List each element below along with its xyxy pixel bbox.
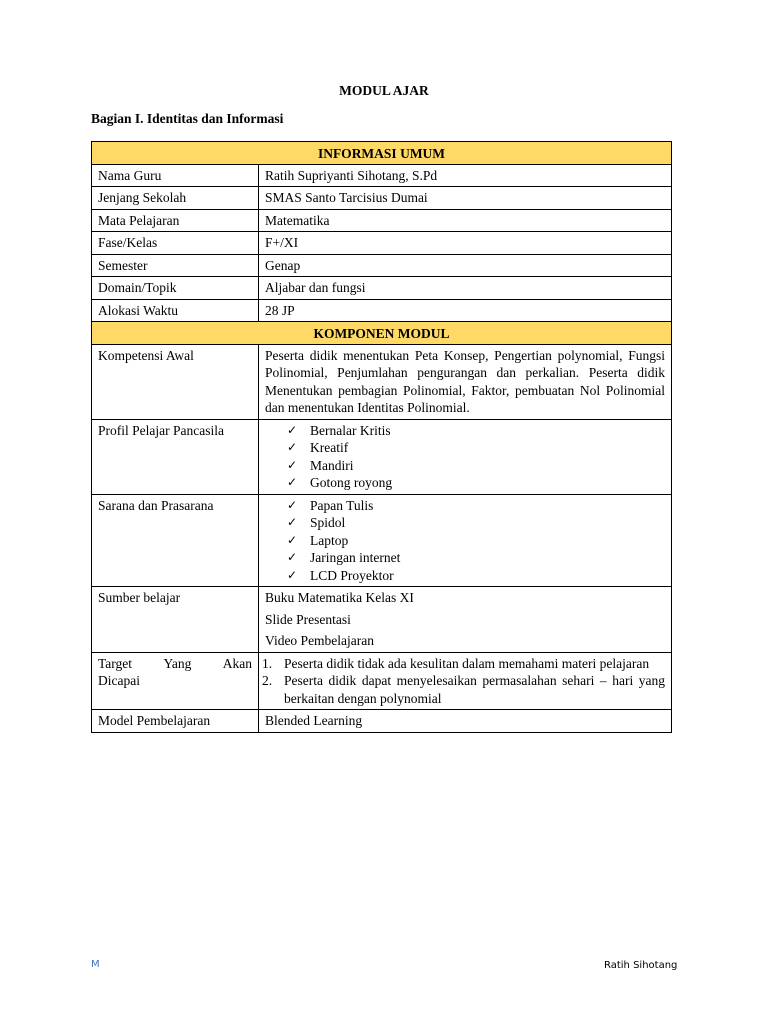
list-item [287, 422, 665, 440]
list-item-text: Jaringan internet [310, 550, 401, 565]
target-label-word: Target [98, 655, 133, 671]
checkmark-icon: ✓ [287, 567, 298, 582]
row-value: Matematika [259, 209, 672, 232]
list-item [287, 514, 665, 532]
header-komponen-modul-row [92, 322, 672, 345]
header-informasi-umum-row [92, 142, 672, 165]
target-list-cell [259, 652, 672, 710]
list-item [287, 532, 665, 550]
list-item [262, 655, 665, 673]
list-item [287, 549, 665, 567]
footer-author: Ratih Sihotang [604, 960, 678, 971]
list-item [287, 439, 665, 457]
sumber-list-cell [259, 587, 672, 653]
table-row [92, 209, 672, 232]
row-label: Profil Pelajar Pancasila [92, 419, 259, 494]
row-label: Alokasi Waktu [92, 299, 259, 322]
row-value: Blended Learning [259, 710, 672, 733]
row-sarana-prasarana [92, 494, 672, 587]
header-informasi-umum: INFORMASI UMUM [92, 142, 672, 165]
row-profil-pelajar [92, 419, 672, 494]
kompetensi-awal-text: Peserta didik menentukan Peta Konsep, Pengertian polynomial, Fungsi Polinomial, Penjumlahan pengurangan dan perkalian. Peserta didik Menentukan pembagian Polinomial, Faktor, pembuatan Nol Polinomial dan menentukan Identitas Polinomial. [259, 344, 672, 419]
table-row [92, 299, 672, 322]
header-komponen-modul: KOMPONEN MODUL [92, 322, 672, 345]
list-item [287, 457, 665, 475]
checkmark-icon: ✓ [287, 515, 298, 529]
row-target [92, 652, 672, 710]
document-title: MODUL AJAR [339, 83, 429, 98]
table-row [92, 277, 672, 300]
list-item-text: Peserta didik dapat menyelesaikan permasalahan sehari – hari yang berkaitan dengan polynomial [284, 673, 665, 706]
table-row [92, 254, 672, 277]
profil-list [265, 422, 665, 492]
list-item-text: Spidol [310, 515, 346, 530]
list-item-text: Papan Tulis [310, 497, 374, 513]
row-label: Sumber belajar [92, 587, 259, 653]
row-value: Ratih Supriyanti Sihotang, S.Pd [259, 164, 672, 187]
row-label: Domain/Topik [92, 277, 259, 300]
checkmark-icon: ✓ [287, 475, 298, 489]
row-label: Mata Pelajaran [92, 209, 259, 232]
list-item: Buku Matematika Kelas XI [265, 590, 414, 605]
row-label: Nama Guru [92, 164, 259, 187]
list-item [287, 567, 665, 585]
list-item: Video Pembelajaran [265, 633, 375, 648]
row-label: Semester [92, 254, 259, 277]
row-value: F+/XI [259, 232, 672, 255]
list-item: Slide Presentasi [265, 611, 351, 627]
list-item [287, 497, 665, 515]
checkmark-icon: ✓ [287, 532, 298, 547]
target-label-word: Dicapai [98, 673, 140, 688]
row-sumber-belajar [92, 587, 672, 653]
row-label: Jenjang Sekolah [92, 187, 259, 210]
list-item [262, 672, 665, 707]
sarana-list-cell [259, 494, 672, 587]
list-item [287, 474, 665, 492]
list-item-text: Kreatif [310, 440, 349, 455]
list-item-text: Laptop [310, 532, 349, 548]
checkmark-icon: ✓ [287, 440, 298, 454]
table-row [92, 164, 672, 187]
row-label-target [92, 652, 259, 710]
target-list [262, 655, 665, 708]
checkmark-icon: ✓ [287, 550, 298, 564]
row-kompetensi-awal [92, 344, 672, 419]
checkmark-icon: ✓ [287, 422, 298, 437]
row-label: Kompetensi Awal [92, 344, 259, 419]
list-item-text: LCD Proyektor [310, 567, 394, 583]
row-value: SMAS Santo Tarcisius Dumai [259, 187, 672, 210]
list-item-text: Gotong royong [310, 475, 393, 490]
sarana-list [265, 497, 665, 585]
list-item-text: Peserta didik tidak ada kesulitan dalam memahami materi pelajaran [284, 655, 650, 671]
footer-left-text: M [91, 959, 100, 970]
table-row [92, 232, 672, 255]
table-row [92, 187, 672, 210]
target-label-line [98, 655, 252, 673]
list-item-text: Mandiri [310, 457, 354, 473]
list-number: 2. [262, 673, 273, 688]
list-item-text: Bernalar Kritis [310, 422, 391, 438]
row-value: 28 JP [259, 299, 672, 322]
checkmark-icon: ✓ [287, 457, 298, 472]
checkmark-icon: ✓ [287, 497, 298, 512]
row-label: Sarana dan Prasarana [92, 494, 259, 587]
list-number: 1. [262, 655, 273, 671]
profil-list-cell [259, 419, 672, 494]
module-table [91, 141, 672, 733]
row-label: Model Pembelajaran [92, 710, 259, 733]
target-label-word: Yang [163, 655, 192, 671]
row-label: Fase/Kelas [92, 232, 259, 255]
section-heading: Bagian I. Identitas dan Informasi [91, 111, 284, 126]
row-model-pembelajaran [92, 710, 672, 733]
row-value: Genap [259, 254, 672, 277]
row-value: Aljabar dan fungsi [259, 277, 672, 300]
target-label-word: Akan [222, 655, 252, 671]
